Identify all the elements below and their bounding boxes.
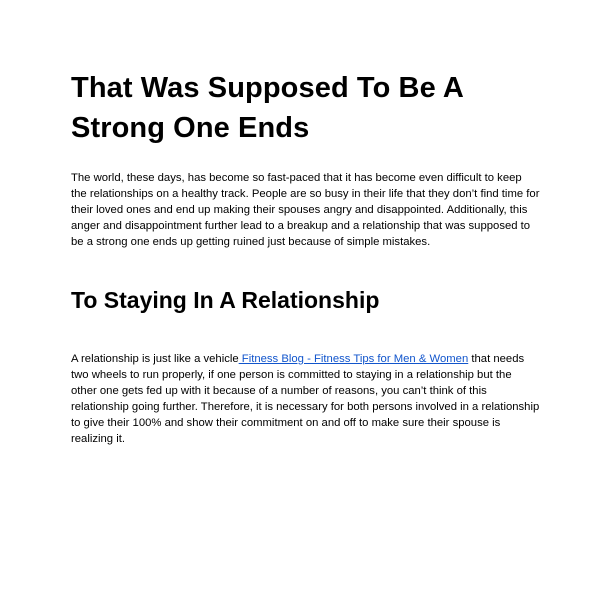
- body-paragraph: [71, 351, 540, 447]
- intro-paragraph: The world, these days, has become so fast-paced that it has become even difficult to keep the relationships on a healthy track. People are so busy in their life that they don’t find time for their loved ones and end up making their spouses angry and disappointed. Additionally, this anger and disappointment further lead to a breakup and a relationship that was supposed to be a strong one ends up getting ruined just because of simple mistakes.: [71, 172, 540, 248]
- section-heading: To Staying In A Relationship: [71, 287, 380, 313]
- body-text-after-link: that needs two wheels to run properly, if one person is committed to staying in a relationship but the other one gets fed up with it because of a number of reasons, you can’t think of this relationship going further. Therefore, it is necessary for both persons involved in a relationship to give their 100% and show their commitment on and off to make sure their spouse is realizing it.: [71, 353, 540, 445]
- page-title: That Was Supposed To Be A Strong One Ends: [71, 72, 463, 144]
- fitness-blog-link[interactable]: Fitness Blog - Fitness Tips for Men & Women: [238, 353, 469, 365]
- body-text-before-link: A relationship is just like a vehicle: [71, 353, 239, 365]
